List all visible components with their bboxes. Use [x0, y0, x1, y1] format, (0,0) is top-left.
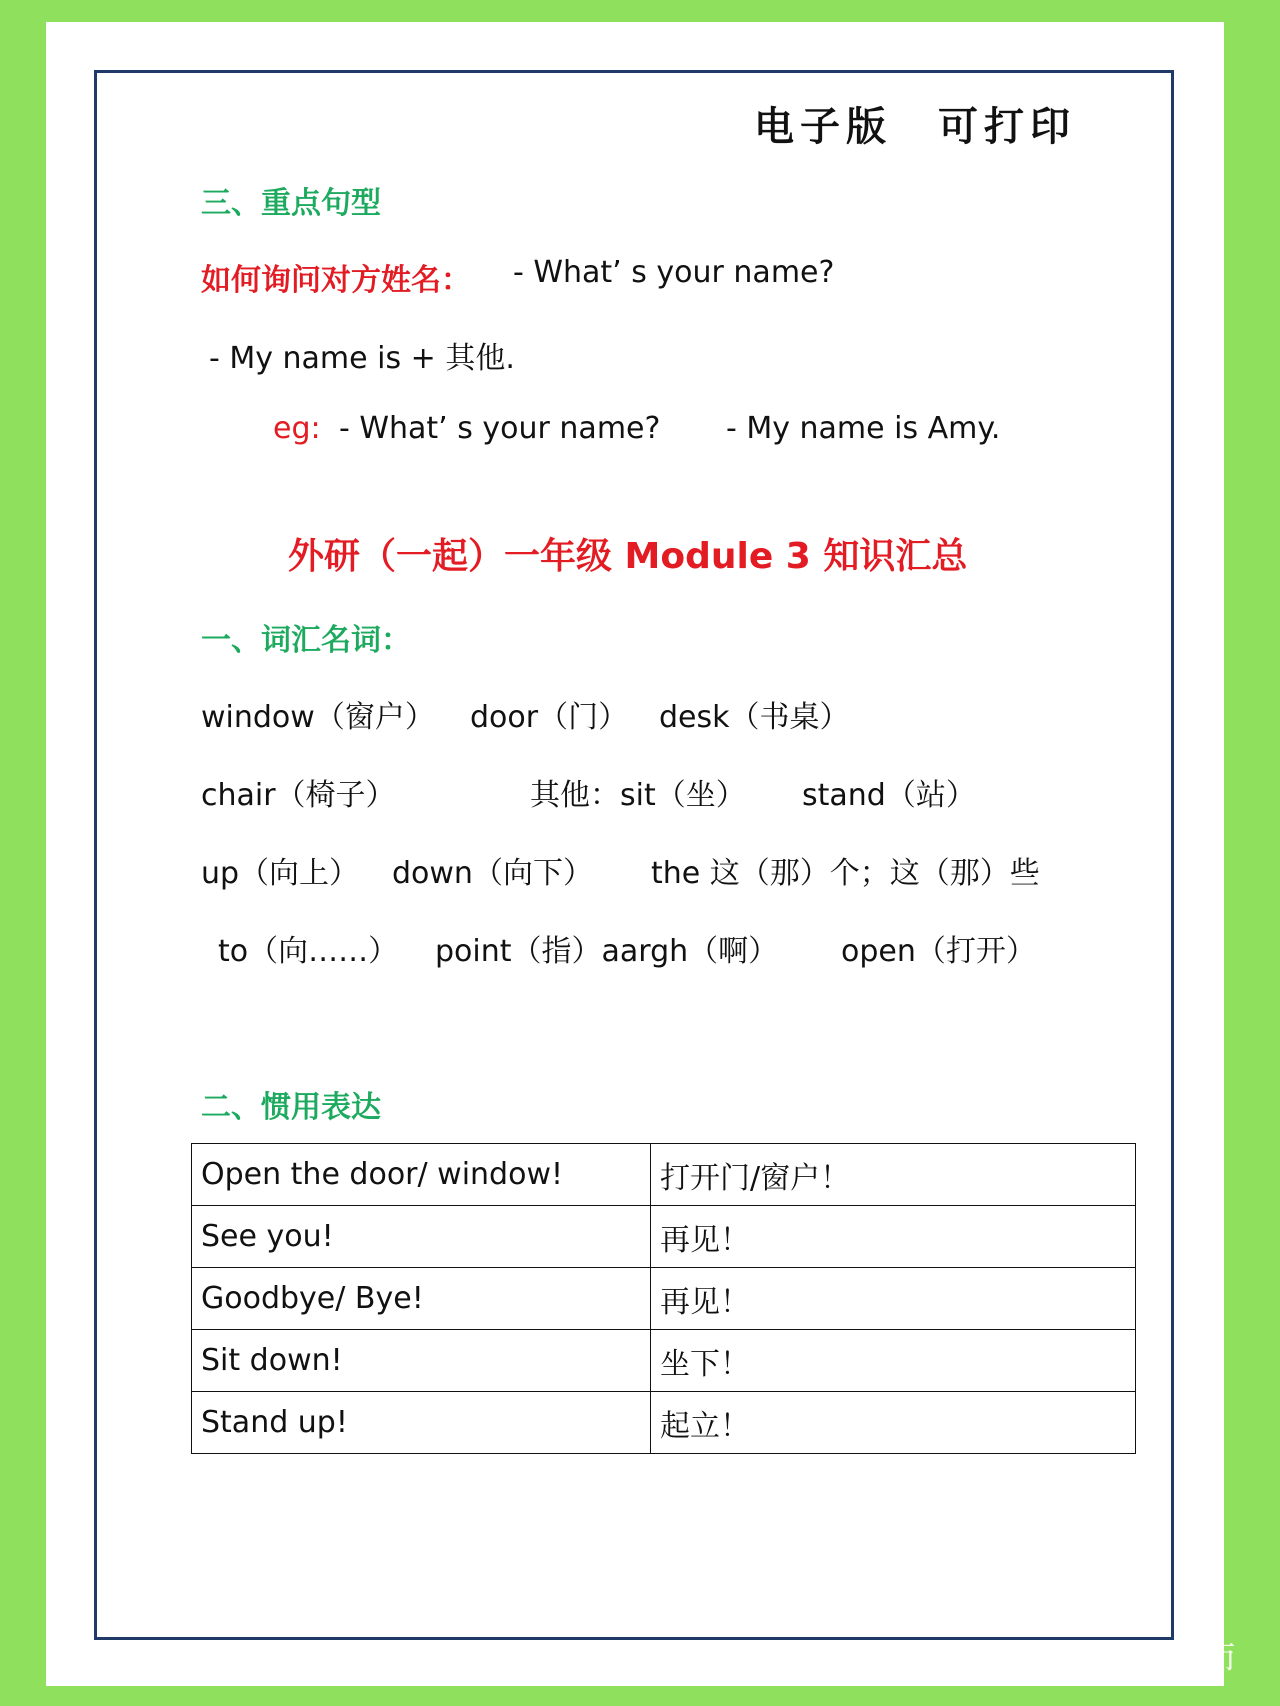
expression-chinese: 再见！ [651, 1268, 1136, 1330]
vocab-item: 其他：sit（坐） [530, 778, 746, 813]
expression-english: Open the door/ window! [192, 1144, 651, 1206]
vocab-item: door（门） [470, 700, 629, 735]
print-tag: 电子版 可打印 [754, 104, 1076, 150]
expression-chinese: 打开门/窗户！ [651, 1144, 1136, 1206]
expression-english: Goodbye/ Bye! [192, 1268, 651, 1330]
ask-name-label: 如何询问对方姓名： [201, 263, 471, 298]
table-row [192, 1268, 1136, 1330]
module-title: 外研（一起）一年级 Module 3 知识汇总 [288, 536, 968, 577]
vocab-item: point（指）aargh（啊） [435, 934, 779, 969]
vocab-item: open（打开） [841, 934, 1036, 969]
vocab-item: desk（书桌） [659, 700, 850, 735]
expression-english: Stand up! [192, 1392, 651, 1454]
expression-english: Sit down! [192, 1330, 651, 1392]
expressions-section-heading: 二、惯用表达 [201, 1090, 381, 1125]
ask-name-question: - What’ s your name? [513, 255, 835, 290]
expressions-table [191, 1143, 1136, 1454]
table-row [192, 1330, 1136, 1392]
vocab-item: stand（站） [802, 778, 976, 813]
table-row [192, 1144, 1136, 1206]
watermark: 知乎 @天天老师 [972, 1640, 1236, 1681]
answer-pattern: - My name is + 其他. [209, 341, 515, 376]
vocab-item: to（向……） [218, 934, 399, 969]
example-question: - What’ s your name? [339, 411, 661, 446]
vocab-item: the 这（那）个；这（那）些 [651, 856, 1040, 891]
sentence-section-heading: 三、重点句型 [201, 186, 381, 221]
vocab-item: chair（椅子） [201, 778, 396, 813]
expression-chinese: 再见！ [651, 1206, 1136, 1268]
expression-english: See you! [192, 1206, 651, 1268]
table-row [192, 1206, 1136, 1268]
expression-chinese: 坐下！ [651, 1330, 1136, 1392]
expression-chinese: 起立！ [651, 1392, 1136, 1454]
vocab-item: down（向下） [392, 856, 593, 891]
vocab-section-heading: 一、词汇名词： [201, 623, 411, 658]
table-row [192, 1392, 1136, 1454]
example-answer: - My name is Amy. [726, 411, 1001, 446]
vocab-item: window（窗户） [201, 700, 435, 735]
example-label: eg: [273, 411, 321, 446]
vocab-item: up（向上） [201, 856, 360, 891]
